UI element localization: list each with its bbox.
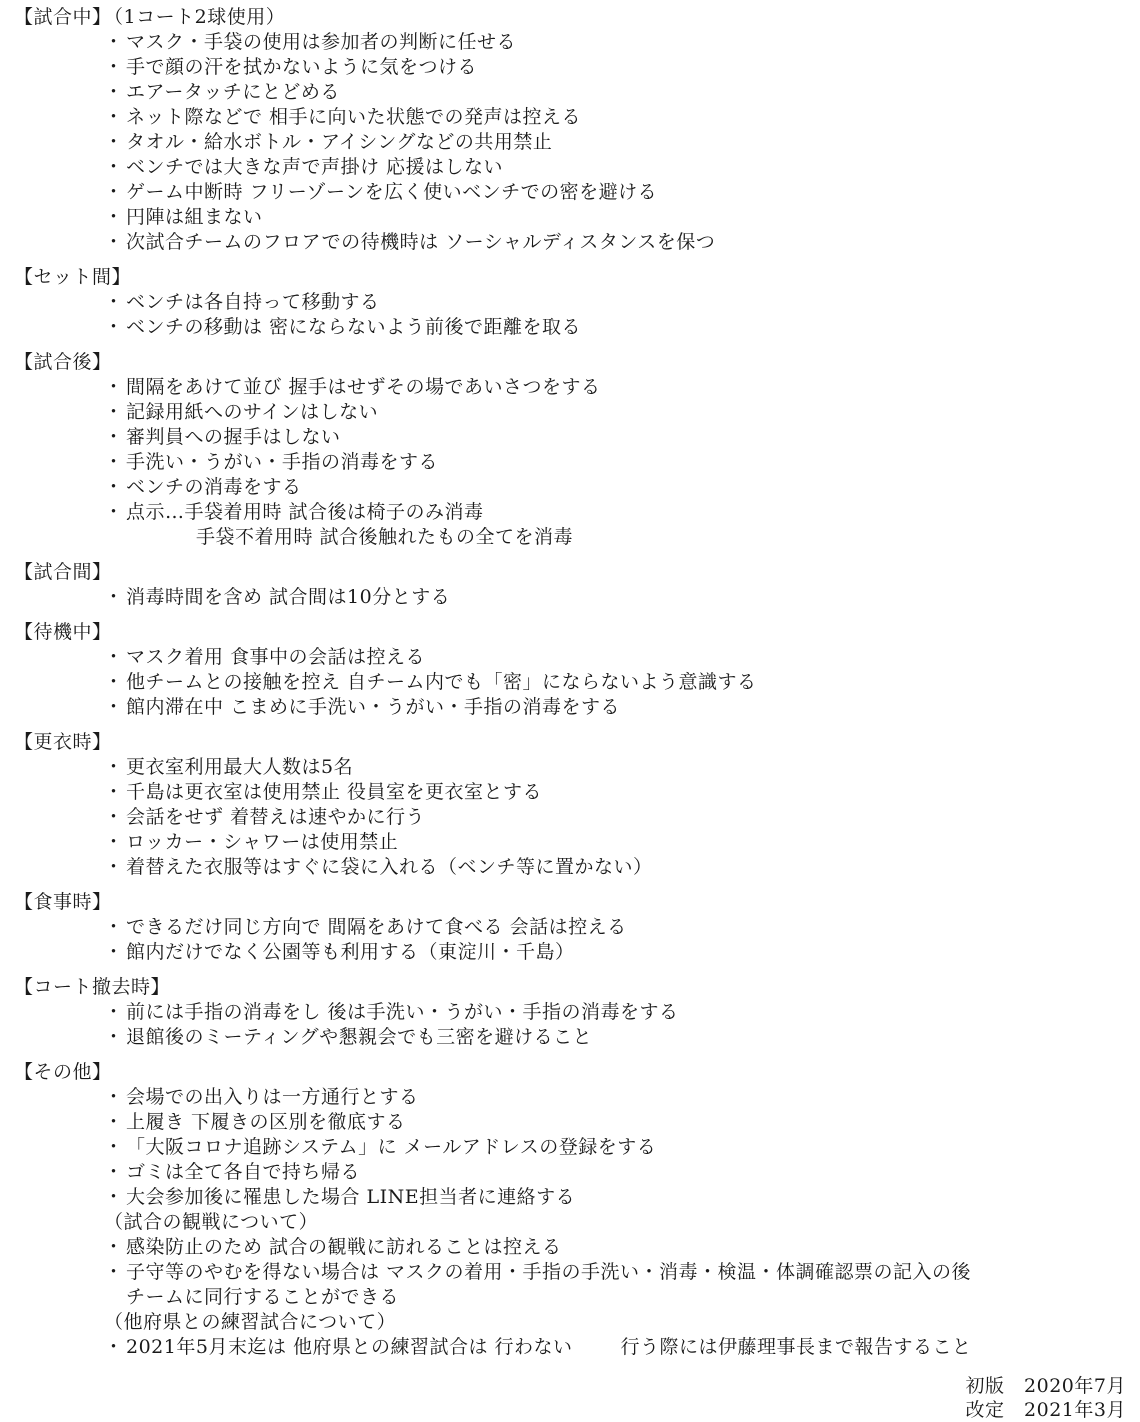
- list-item: ・ 退館後のミーティングや懇親会でも三密を避けること: [14, 1025, 1134, 1050]
- section-other: [14, 1059, 1134, 1360]
- list-item: ・ 手で顔の汗を拭かないように気をつける: [14, 55, 1134, 80]
- section-heading: 【更衣時】: [14, 731, 112, 753]
- list-item: ・ 子守等のやむを得ない場合は マスクの着用・手指の手洗い・消毒・検温・体調確認票の記入の後: [14, 1260, 1134, 1285]
- section-heading: 【待機中】: [14, 621, 112, 643]
- section-heading: 【その他】: [14, 1061, 112, 1083]
- list-item: ・ 2021年5月末迄は 他府県との練習試合は 行わない 行う際には伊藤理事長まで報告すること: [14, 1335, 1134, 1360]
- section-court-removal: [14, 974, 1134, 1050]
- list-item: ・ ゴミは全て各自で持ち帰る: [14, 1160, 1134, 1185]
- list-item: ・ ゲーム中断時 フリーゾーンを広く使いベンチでの密を避ける: [14, 180, 1134, 205]
- subsection-label: （試合の観戦について）: [104, 1211, 319, 1233]
- version-info: [966, 1374, 1126, 1422]
- list-item: ・ 点示…手袋着用時 試合後は椅子のみ消毒: [14, 500, 1134, 525]
- list-item: ・ 館内滞在中 こまめに手洗い・うがい・手指の消毒をする: [14, 695, 1134, 720]
- document-body: [14, 4, 1134, 1369]
- list-item: ・ ロッカー・シャワーは使用禁止: [14, 830, 1134, 855]
- section-heading: 【セット間】: [14, 266, 132, 288]
- list-item: ・ ベンチは各自持って移動する: [14, 290, 1134, 315]
- list-item-continuation: 手袋不着用時 試合後触れたもの全てを消毒: [196, 526, 574, 548]
- list-item: ・ ベンチでは大きな声で声掛け 応援はしない: [14, 155, 1134, 180]
- list-item: ・ 他チームとの接触を控え 自チーム内でも「密」にならないよう意識する: [14, 670, 1134, 695]
- list-item: ・ 更衣室利用最大人数は5名: [14, 755, 1134, 780]
- list-item: ・ できるだけ同じ方向で 間隔をあけて食べる 会話は控える: [14, 915, 1134, 940]
- list-item: ・ 大会参加後に罹患した場合 LINE担当者に連絡する: [14, 1185, 1134, 1210]
- section-changing: [14, 729, 1134, 880]
- list-item: ・ 着替えた衣服等はすぐに袋に入れる（ベンチ等に置かない）: [14, 855, 1134, 880]
- list-item: ・ 前には手指の消毒をし 後は手洗い・うがい・手指の消毒をする: [14, 1000, 1134, 1025]
- subsection-label: （他府県との練習試合について）: [104, 1311, 397, 1333]
- list-item: ・ マスク・手袋の使用は参加者の判断に任せる: [14, 30, 1134, 55]
- section-heading: 【試合後】: [14, 351, 112, 373]
- section-waiting: [14, 619, 1134, 720]
- section-between-matches: [14, 559, 1134, 610]
- section-heading: 【試合中】 （1コート2球使用）: [14, 6, 286, 28]
- section-during-match: [14, 4, 1134, 255]
- list-item: ・ マスク着用 食事中の会話は控える: [14, 645, 1134, 670]
- section-heading: 【食事時】: [14, 891, 112, 913]
- list-item: ・ 感染防止のため 試合の観戦に訪れることは控える: [14, 1235, 1134, 1260]
- list-item: ・ エアータッチにとどめる: [14, 80, 1134, 105]
- list-item: ・ 会話をせず 着替えは速やかに行う: [14, 805, 1134, 830]
- list-item: ・ 間隔をあけて並び 握手はせずその場であいさつをする: [14, 375, 1134, 400]
- revision: 改定 2021年3月: [965, 1399, 1126, 1421]
- list-item-continuation: チームに同行することができる: [126, 1286, 400, 1308]
- list-item: ・ ベンチの移動は 密にならないよう前後で距離を取る: [14, 315, 1134, 340]
- section-heading: 【コート撤去時】: [14, 976, 171, 998]
- list-item: ・ ネット際などで 相手に向いた状態での発声は控える: [14, 105, 1134, 130]
- list-item: ・ 円陣は組まない: [14, 205, 1134, 230]
- list-item: ・ 消毒時間を含め 試合間は10分とする: [14, 585, 1134, 610]
- list-item: ・ 審判員への握手はしない: [14, 425, 1134, 450]
- section-after-match: [14, 349, 1134, 550]
- list-item: ・ 「大阪コロナ追跡システム」に メールアドレスの登録をする: [14, 1135, 1134, 1160]
- section-note: （1コート2球使用）: [113, 6, 286, 28]
- list-item: ・ 会場での出入りは一方通行とする: [14, 1085, 1134, 1110]
- list-item: ・ 千島は更衣室は使用禁止 役員室を更衣室とする: [14, 780, 1134, 805]
- list-item: ・ 手洗い・うがい・手指の消毒をする: [14, 450, 1134, 475]
- list-item: ・ 記録用紙へのサインはしない: [14, 400, 1134, 425]
- list-item: ・ 館内だけでなく公園等も利用する（東淀川・千島）: [14, 940, 1134, 965]
- list-item: ・ 上履き 下履きの区別を徹底する: [14, 1110, 1134, 1135]
- section-meals: [14, 889, 1134, 965]
- list-item: ・ ベンチの消毒をする: [14, 475, 1134, 500]
- list-item: ・ 次試合チームのフロアでの待機時は ソーシャルディスタンスを保つ: [14, 230, 1134, 255]
- first-edition: 初版 2020年7月: [965, 1375, 1126, 1397]
- section-between-sets: [14, 264, 1134, 340]
- section-heading: 【試合間】: [14, 561, 112, 583]
- list-item: ・ タオル・給水ボトル・アイシングなどの共用禁止: [14, 130, 1134, 155]
